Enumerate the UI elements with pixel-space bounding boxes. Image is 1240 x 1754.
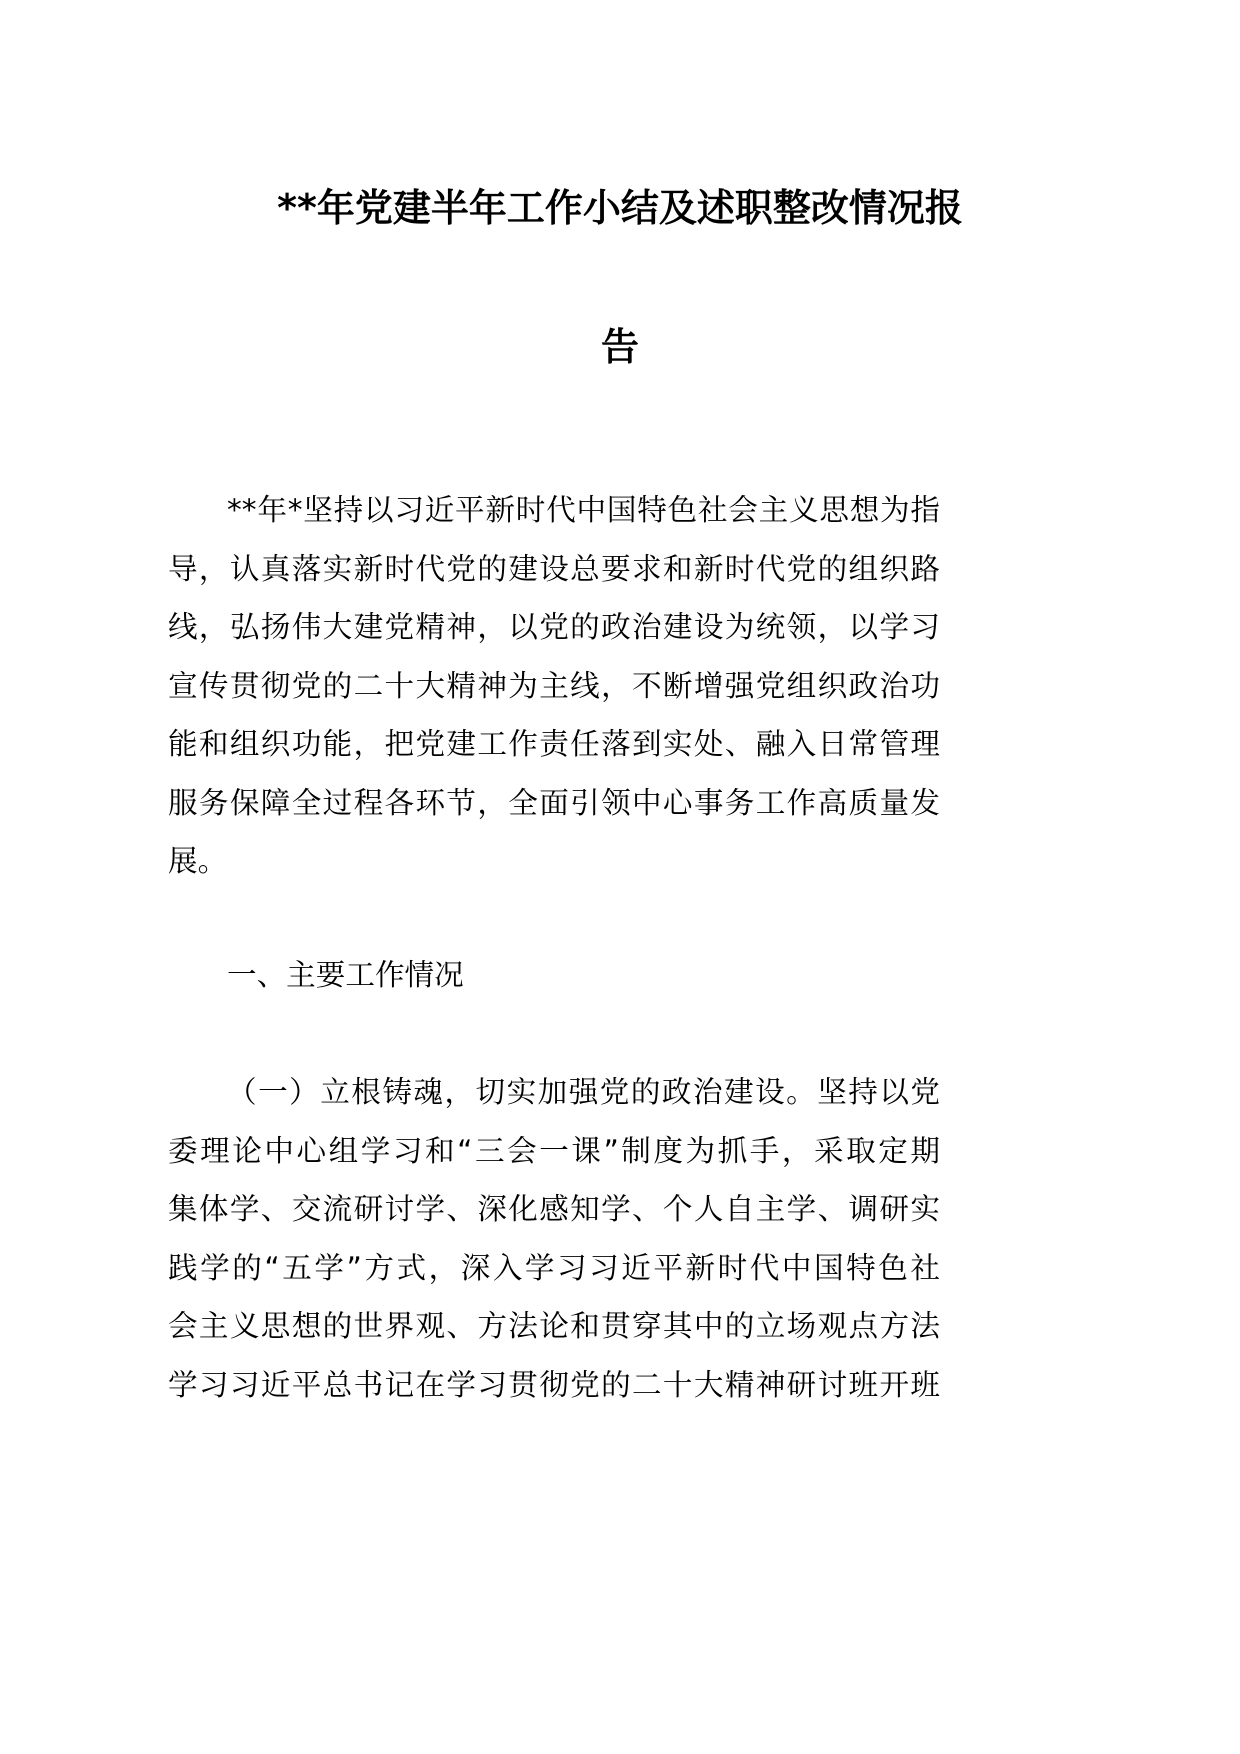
paragraph-line: 宣传贯彻党的二十大精神为主线，不断增强党组织政治功 [168,668,940,703]
paragraph-line: 委理论中心组学习和“三会一课”制度为抓手，采取定期 [168,1133,940,1168]
paragraph-line: 集体学、交流研讨学、深化感知学、个人自主学、调研实 [168,1192,940,1226]
paragraph-line: （一）立根铸魂，切实加强党的政治建设。坚持以党 [227,1075,940,1109]
paragraph-line: 践学的“五学”方式，深入学习习近平新时代中国特色社 [168,1250,940,1285]
section-heading-block [168,946,940,1005]
paragraph-line: 服务保障全过程各环节，全面引领中心事务工作高质量发 [168,785,940,820]
section-heading: 一、主要工作情况 [227,958,464,992]
document-title-line-2: 告 [600,325,639,369]
paragraph-line: 展。 [168,844,228,878]
paragraph-line: 会主义思想的世界观、方法论和贯穿其中的立场观点方法 [168,1309,940,1343]
paragraph-line: 能和组织功能，把党建工作责任落到实处、融入日常管理 [168,727,940,761]
document-title-line-1: **年党建半年工作小结及述职整改情况报 [277,186,963,230]
section1-paragraph [168,1063,940,1414]
intro-paragraph [168,481,940,891]
paragraph-line: 导，认真落实新时代党的建设总要求和新时代党的组织路 [168,551,940,586]
paragraph-line: 线，弘扬伟大建党精神，以党的政治建设为统领，以学习 [168,610,940,644]
paragraph-line: **年*坚持以习近平新时代中国特色社会主义思想为指 [227,493,940,527]
paragraph-line: 学习习近平总书记在学习贯彻党的二十大精神研讨班开班 [168,1367,940,1402]
